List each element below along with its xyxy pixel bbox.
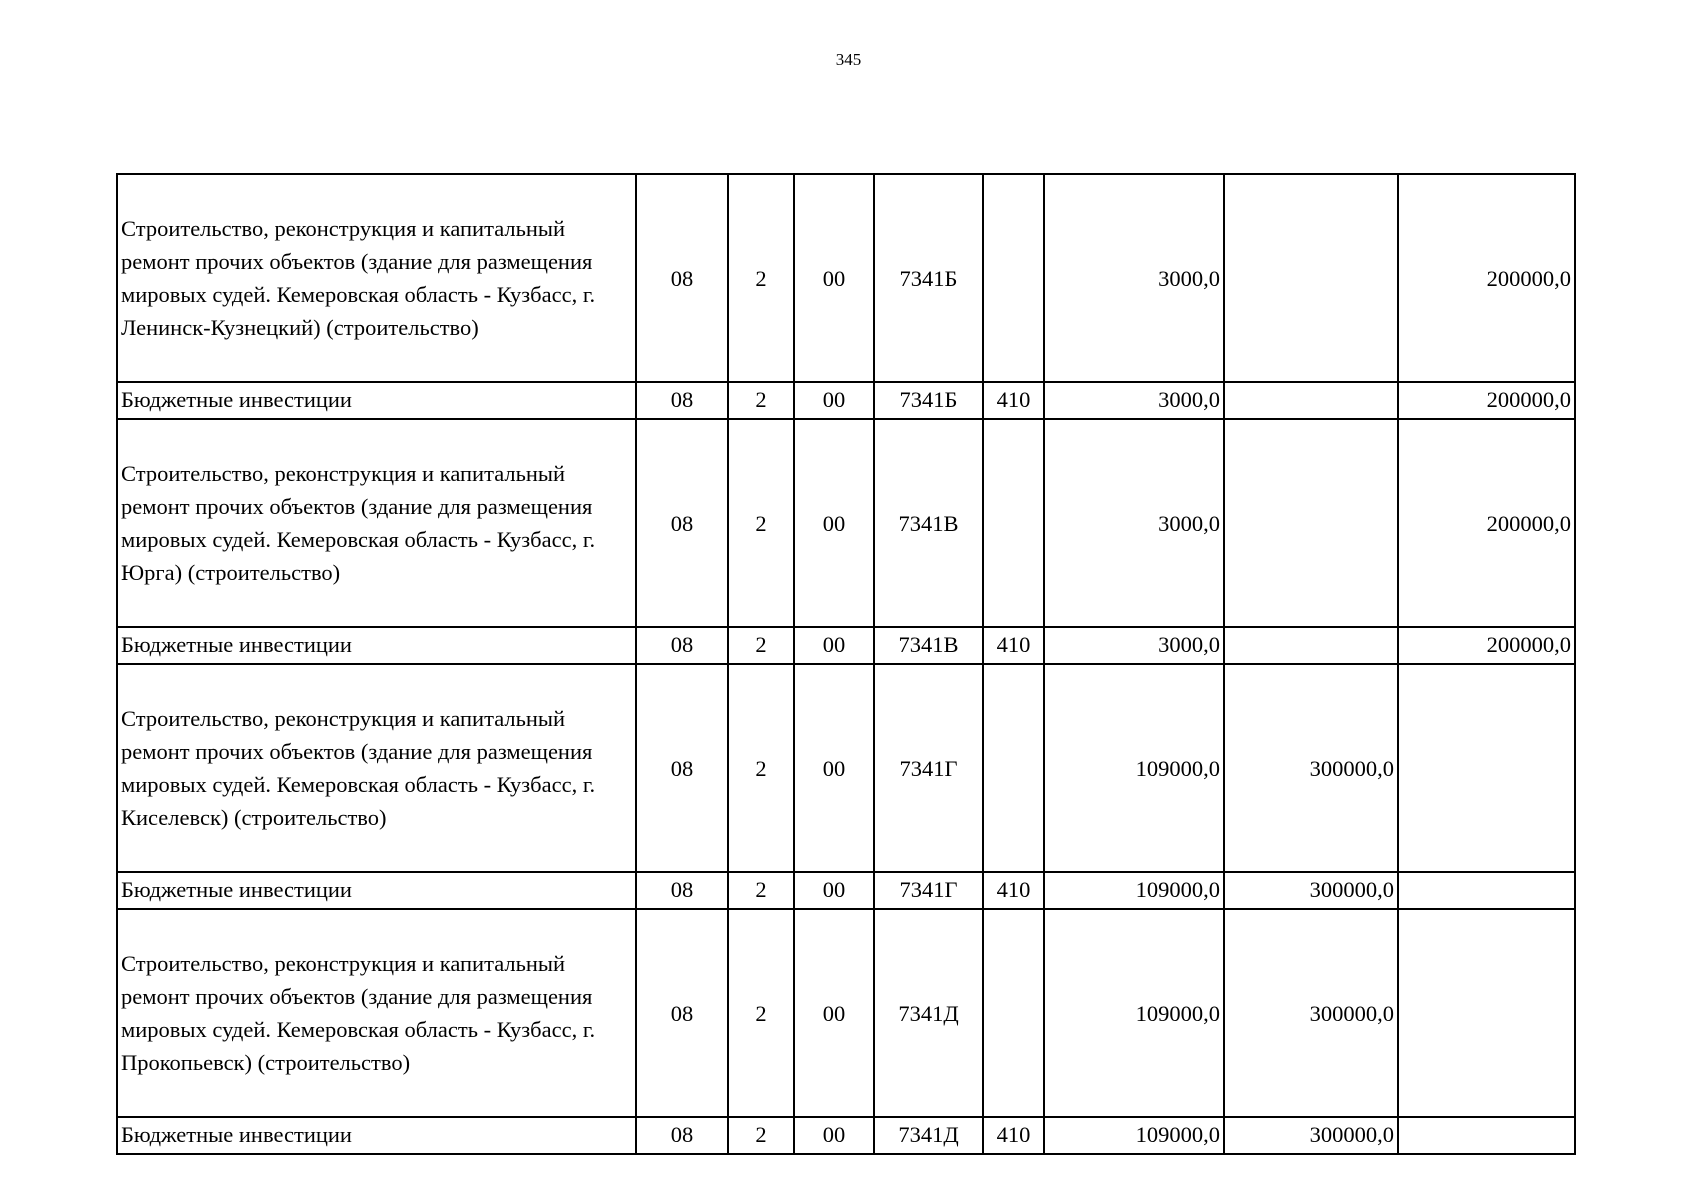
amount-3 [1398,664,1575,872]
amount-3: 200000,0 [1398,174,1575,382]
section-code: 08 [636,909,728,1117]
subprogram-code: 00 [794,627,874,664]
section-code: 08 [636,872,728,909]
amount-2: 300000,0 [1224,872,1398,909]
section-code: 08 [636,382,728,419]
row-name: Строительство, реконструкция и капитальный ремонт прочих объектов (здание для размещения мировых судей. Кемеровская область - Кузбасс, г. Юрга) (строительство) [117,419,636,627]
amount-3 [1398,909,1575,1117]
section-code: 08 [636,627,728,664]
expense-type-code: 410 [983,382,1044,419]
target-code: 7341Б [874,174,983,382]
expense-type-code [983,909,1044,1117]
amount-1: 3000,0 [1044,382,1224,419]
amount-1: 3000,0 [1044,174,1224,382]
subprogram-code: 00 [794,174,874,382]
amount-3: 200000,0 [1398,627,1575,664]
table-row [117,382,1575,419]
section-code: 08 [636,419,728,627]
expense-type-code: 410 [983,627,1044,664]
subprogram-code: 00 [794,872,874,909]
expense-type-code: 410 [983,872,1044,909]
amount-3: 200000,0 [1398,419,1575,627]
program-code: 2 [728,174,794,382]
amount-3 [1398,872,1575,909]
budget-table [116,173,1576,1155]
amount-2 [1224,419,1398,627]
expense-type-code [983,419,1044,627]
table-row [117,174,1575,382]
target-code: 7341Г [874,664,983,872]
amount-1: 109000,0 [1044,909,1224,1117]
table-row [117,872,1575,909]
amount-2 [1224,174,1398,382]
program-code: 2 [728,872,794,909]
target-code: 7341В [874,627,983,664]
table-row [117,627,1575,664]
program-code: 2 [728,382,794,419]
program-code: 2 [728,1117,794,1154]
row-name: Строительство, реконструкция и капитальный ремонт прочих объектов (здание для размещения мировых судей. Кемеровская область - Кузбасс, г. Ленинск-Кузнецкий) (строительство) [117,174,636,382]
subprogram-code: 00 [794,1117,874,1154]
table-row [117,419,1575,627]
amount-2 [1224,627,1398,664]
subprogram-code: 00 [794,382,874,419]
program-code: 2 [728,419,794,627]
row-name: Строительство, реконструкция и капитальный ремонт прочих объектов (здание для размещения мировых судей. Кемеровская область - Кузбасс, г. Прокопьевск) (строительство) [117,909,636,1117]
subprogram-code: 00 [794,909,874,1117]
table-row [117,664,1575,872]
page-number: 345 [835,50,862,69]
row-name: Бюджетные инвестиции [117,1117,636,1154]
target-code: 7341В [874,419,983,627]
amount-2: 300000,0 [1224,1117,1398,1154]
expense-type-code [983,664,1044,872]
target-code: 7341Д [874,909,983,1117]
target-code: 7341Б [874,382,983,419]
amount-1: 109000,0 [1044,664,1224,872]
program-code: 2 [728,664,794,872]
program-code: 2 [728,909,794,1117]
expense-type-code [983,174,1044,382]
table-row [117,1117,1575,1154]
subprogram-code: 00 [794,664,874,872]
amount-1: 109000,0 [1044,872,1224,909]
program-code: 2 [728,627,794,664]
subprogram-code: 00 [794,419,874,627]
amount-2 [1224,382,1398,419]
amount-1: 3000,0 [1044,419,1224,627]
row-name: Бюджетные инвестиции [117,382,636,419]
row-name: Бюджетные инвестиции [117,627,636,664]
amount-1: 109000,0 [1044,1117,1224,1154]
amount-2: 300000,0 [1224,909,1398,1117]
target-code: 7341Г [874,872,983,909]
expense-type-code: 410 [983,1117,1044,1154]
target-code: 7341Д [874,1117,983,1154]
amount-3: 200000,0 [1398,382,1575,419]
amount-3 [1398,1117,1575,1154]
amount-1: 3000,0 [1044,627,1224,664]
amount-2: 300000,0 [1224,664,1398,872]
row-name: Строительство, реконструкция и капитальный ремонт прочих объектов (здание для размещения мировых судей. Кемеровская область - Кузбасс, г. Киселевск) (строительство) [117,664,636,872]
table-row [117,909,1575,1117]
row-name: Бюджетные инвестиции [117,872,636,909]
section-code: 08 [636,174,728,382]
section-code: 08 [636,1117,728,1154]
section-code: 08 [636,664,728,872]
